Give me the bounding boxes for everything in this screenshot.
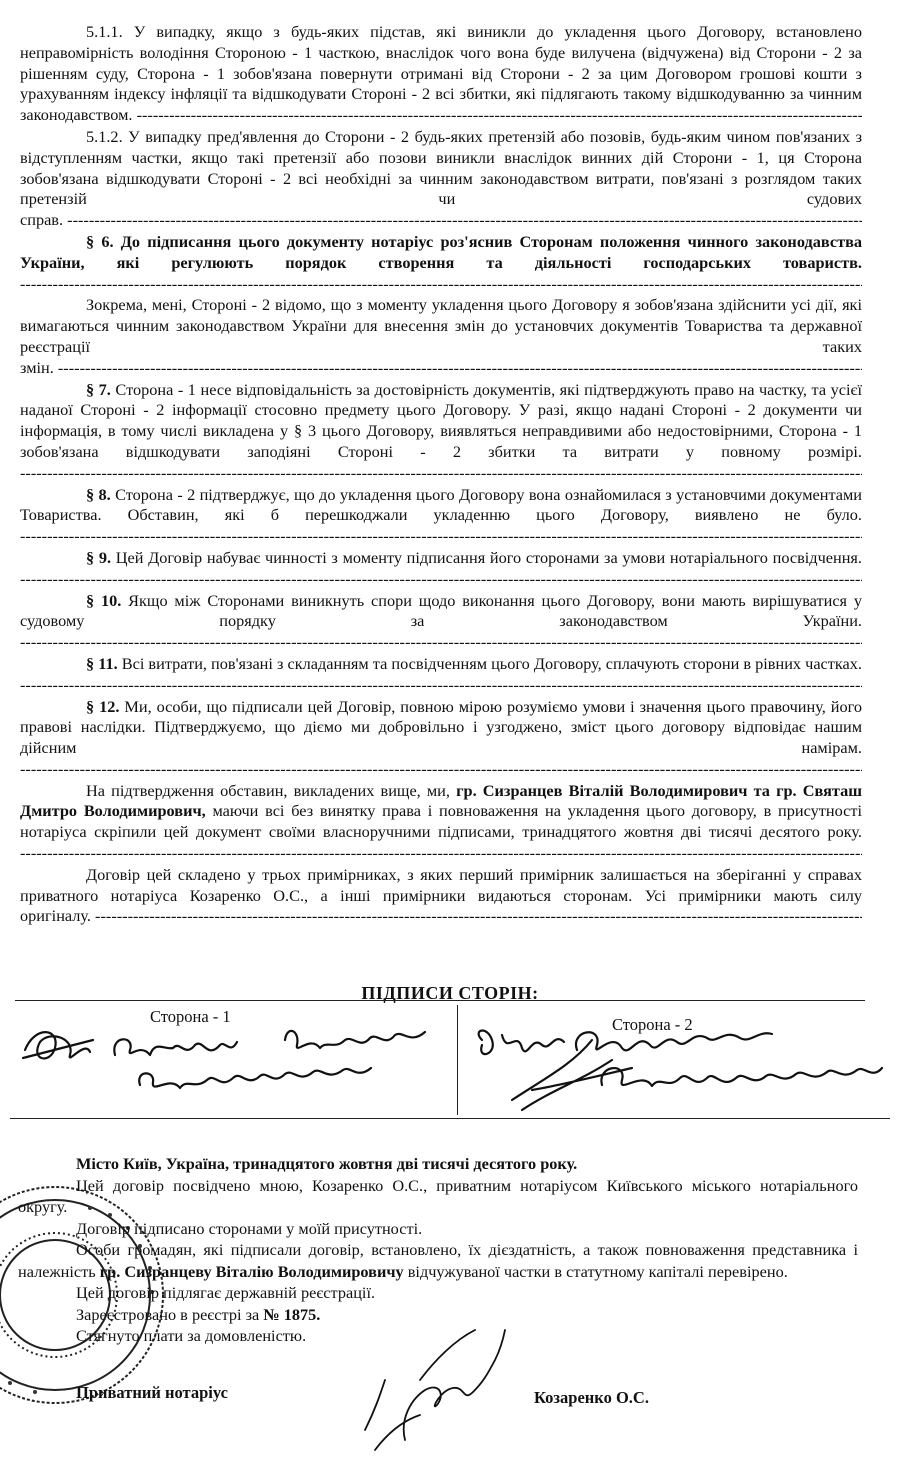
notary-city-date: Місто Київ, Україна, тринадцятого жовтня дві тисячі десятого року. <box>76 1154 578 1173</box>
signatures-title-text: ПІДПИСИ СТОРІН: <box>361 983 539 1003</box>
notary-line-2: Договір підписано сторонами у моїй присутності. <box>76 1218 423 1238</box>
party-2-full-name: гр. Святаш Дмитро Володимирович, <box>20 780 862 821</box>
notary-line-3-start: Особи громадян, які підписали договір, встановлено, їх дієздатність, а також повноваження представника і належність <box>18 1240 858 1281</box>
section-6-number: § 6. <box>86 231 114 251</box>
notary-line-1: Цей договір посвідчено мною, Козаренко О.С., приватним нотаріусом Київського міського нотаріального округу. <box>18 1175 858 1216</box>
section-9 <box>20 548 862 590</box>
section-6-text: До підписання цього документу нотаріус роз'яснив Сторонам положення чинного законодавства України, які регулюють порядок створення та діяльності господарських товариств. <box>20 231 862 272</box>
notary-line-3 <box>18 1239 858 1282</box>
confirmation-intro: На підтвердження обставин, викладених вище, ми, <box>86 780 450 800</box>
notary-line-3-name: гр. Сизранцеву Віталію Володимировичу <box>99 1261 404 1281</box>
section-7 <box>20 380 862 484</box>
clause-5-1-2: 5.1.2. У випадку пред'явлення до Сторони - 2 будь-яких претензій або позовів, будь-яким чином пов'язаних з відступленням частки, якщо такі претензії або позови виникли внаслідок винних дій Сторони - 1, ця Сторона зобов'язана відшкодувати Стороні - 2 всі необхідні за чинним законодавством витрати, пов'язані з розглядом таких претензій чи судових справ. ----- <box>20 127 862 231</box>
section-12-number: § 12. <box>86 696 120 716</box>
section-8 <box>20 485 862 547</box>
section-6-note: Зокрема, мені, Стороні - 2 відомо, що з моменту укладення цього Договору я зобов'язана здійснити усі дії, які вимагаються чинним законодавством України для внесення змін до установчих документів Товариства та державної реєстрації таких змін. ----- <box>20 295 862 378</box>
notary-line-5-text: Зареєстровано в реєстрі за <box>76 1304 260 1324</box>
section-10 <box>20 591 862 653</box>
signature-top-rule <box>15 1000 865 1001</box>
section-11-number: § 11. <box>86 653 118 673</box>
section-12 <box>20 697 862 780</box>
notary-line-6: Стягнуто плати за домовленістю. <box>76 1326 307 1345</box>
section-12-text: Ми, особи, що підписали цей Договір, повною мірою розуміємо умови і значення цього правочину, його правові наслідки. Підтверджуємо, що діємо ми добровільно і узгоджено, зміст цього договору відповідає нашим дійсним намірам. <box>20 696 862 758</box>
section-8-number: § 8. <box>86 484 111 504</box>
party-1-signature <box>15 1010 455 1115</box>
party-1-full-name: гр. Сизранцев Віталій Володимирович <box>456 780 748 800</box>
section-7-number: § 7. <box>86 379 111 399</box>
section-9-number: § 9. <box>86 547 112 567</box>
confirmation-paragraph <box>20 781 862 864</box>
copies-paragraph: Договір цей складено у трьох примірниках, з яких перший примірник залишається на зберіганні у справах приватного нотаріуса Козаренко О.С., а інші примірники видаються сторонам. Усі примірники мають силу оригіналу. ----- <box>20 865 862 927</box>
clause-5-1-1: 5.1.1. У випадку, якщо з будь-яких підстав, які виникли до укладення цього Договору, встановлено неправомірність володіння Стороною - 1 часткою, внаслідок чого вона буде вилучена (відчужена) від Сторони - 2 за рішенням суду, Сторона - 1 зобов'язана повернути отримані від Сторони - 2 за цим Договором грошові кошти з урахуванням індексу інфляції та відшкодувати Стороні - 2 всі збитки, які підлягають такому відшкодуванню за чинним законодавством. ----- <box>20 22 862 126</box>
confirmation-and: та <box>753 780 770 800</box>
notary-line-4: Цей договір підлягає державній реєстрації. <box>76 1283 376 1302</box>
registry-number: № 1875. <box>263 1304 321 1324</box>
party-2-signature <box>462 1020 892 1120</box>
section-8-text: Сторона - 2 підтверджує, що до укладення цього Договору вона ознайомилася з установчими документами Товариства. Обставин, які б перешкоджали укладенню цього Договору, виявлено не було. <box>20 484 862 525</box>
notary-certification <box>18 1153 858 1347</box>
signature-divider <box>457 1005 458 1115</box>
section-9-text: Цей Договір набуває чинності з моменту підписання його сторонами за умови нотаріального посвідчення. <box>115 547 862 567</box>
section-10-number: § 10. <box>86 590 122 610</box>
contract-text <box>20 22 862 928</box>
section-7-text: Сторона - 1 несе відповідальність за достовірність документів, які підтверджують право на частку, та усієї наданої Стороні - 2 інформації стосовно предмету цього Договору. У разі, якщо надані Стороні - 2 документи чи інформація, в тому числі викладена у § 3 цього Договору, виявляться неправдивими або недостовірними, Сторона - 1 зобов'язана відшкодувати заподіяні Стороні - 2 збитки та витрати у повному розмірі. <box>20 379 862 461</box>
notary-title: Приватний нотаріус <box>76 1383 228 1402</box>
notary-signature <box>345 1320 515 1460</box>
party-2-label: Сторона - 2 <box>612 1015 693 1034</box>
notary-name: Козаренко О.С. <box>534 1388 649 1407</box>
section-10-text: Якщо між Сторонами виникнуть спори щодо виконання цього Договору, вони мають вирішуватися у судовому порядку за законодавством України. <box>20 590 862 631</box>
section-11-text: Всі витрати, пов'язані з складанням та посвідченням цього Договору, сплачують сторони в рівних частках. <box>121 653 862 673</box>
confirmation-rest: маючи всі без винятку права і повноваження на укладення цього договору, в присутності нотаріуса скріпили цей документ своїми власноручними підписами, тринадцятого жовтня дві тисячі десятого року. <box>20 801 862 842</box>
section-6 <box>20 232 862 294</box>
party-1-label: Сторона - 1 <box>150 1007 231 1026</box>
notary-line-3-end: відчужуваної частки в статутному капіталі перевірено. <box>407 1261 788 1281</box>
section-11 <box>20 654 862 696</box>
